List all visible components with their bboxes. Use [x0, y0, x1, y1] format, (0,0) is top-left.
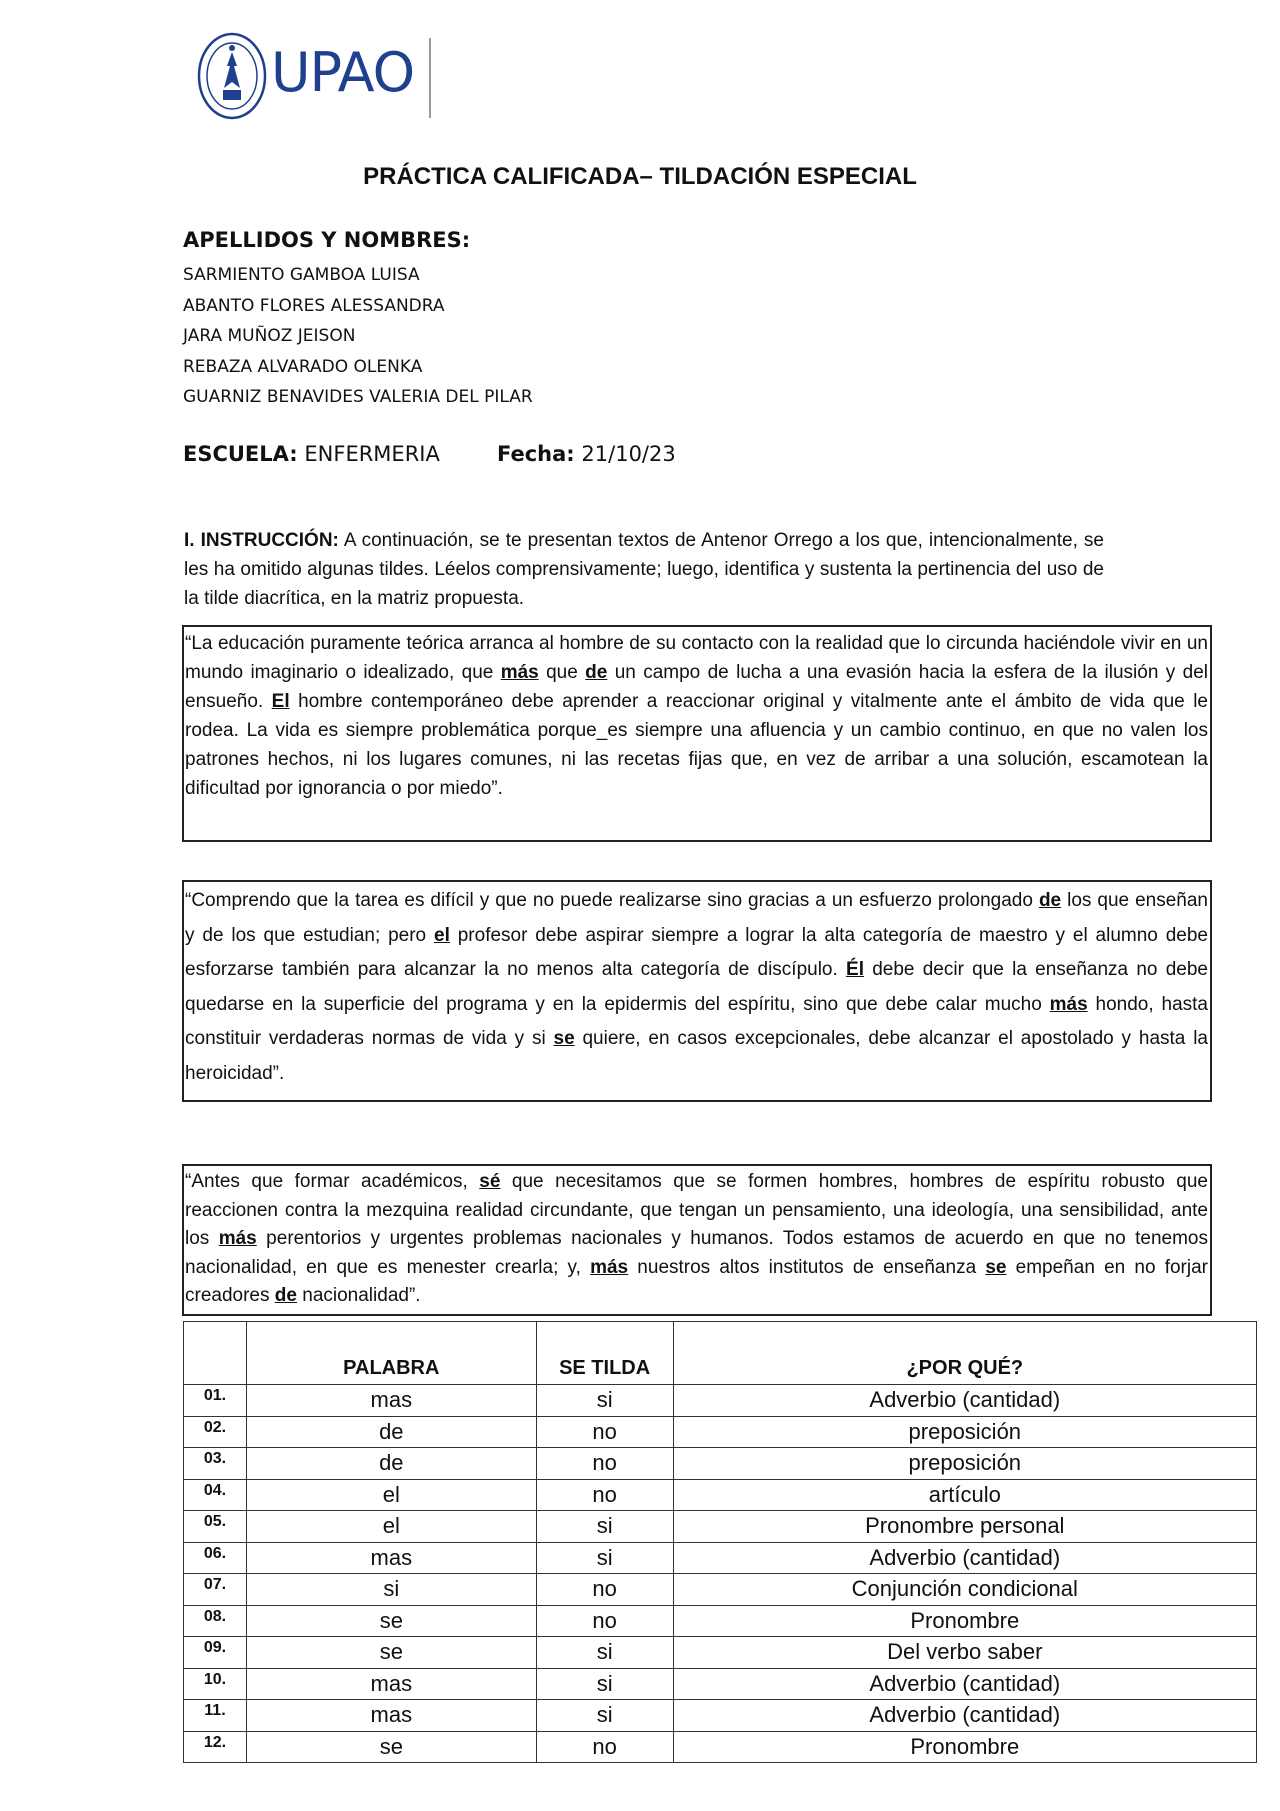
highlighted-word: El	[271, 691, 290, 712]
excerpt-text: profesor debe aspirar siempre a lograr la alta categoría de maestro y el alumno debe esforzarse también para alcanzar la no menos alta categoría de discípulo.	[185, 924, 1208, 980]
highlighted-word: sé	[479, 1171, 501, 1192]
excerpt-text: “Antes que formar académicos,	[185, 1171, 480, 1192]
date-field	[497, 442, 676, 466]
cell-why: Pronombre	[673, 1731, 1256, 1763]
cell-word: de	[246, 1448, 536, 1480]
highlighted-word: más	[500, 662, 539, 683]
cell-word: se	[246, 1637, 536, 1669]
text-excerpt-3	[182, 1164, 1212, 1316]
page-title: PRÁCTICA CALIFICADA– TILDACIÓN ESPECIAL	[363, 163, 917, 190]
student-name: GUARNIZ BENAVIDES VALERIA DEL PILAR	[183, 387, 533, 407]
excerpt-text: debe decir que la enseñanza no debe quedarse en la superficie del programa y en la epidermis del espíritu, sino que debe calar mucho	[185, 959, 1208, 1015]
cell-num: 06.	[184, 1542, 247, 1574]
table-header-row	[184, 1322, 1257, 1385]
excerpt-text: “Comprendo que la tarea es difícil y que no puede realizarse sino gracias a un esfuerzo prolongado	[185, 890, 1039, 911]
cell-word: mas	[246, 1542, 536, 1574]
cell-tilde: no	[536, 1448, 673, 1480]
cell-word: el	[246, 1511, 536, 1543]
highlighted-word: más	[218, 1228, 257, 1249]
excerpt-text: hombre contemporáneo debe aprender a reaccionar original y vitalmente ante el ámbito de vida que le rodea. La vida es siempre problemática porque_es siempre una afluencia y un cambio continuo, en que no valen los patrones hechos, ni los lugares comunes, ni las recetas fijas que, en vez de arribar a una solución, escamotean la dificultad por ignorancia o por miedo”.	[185, 691, 1208, 799]
table-row	[184, 1511, 1257, 1543]
header-why: ¿POR QUÉ?	[673, 1322, 1256, 1385]
excerpt-text: los que enseñan y de los que estudian; pero	[185, 890, 1208, 946]
cell-tilde: no	[536, 1479, 673, 1511]
cell-tilde: no	[536, 1605, 673, 1637]
school-field	[183, 442, 440, 466]
cell-word: se	[246, 1605, 536, 1637]
cell-why: Pronombre personal	[673, 1511, 1256, 1543]
table-row	[184, 1574, 1257, 1606]
cell-num: 11.	[184, 1700, 247, 1732]
brand-name: UPAO	[271, 41, 415, 104]
cell-word: el	[246, 1479, 536, 1511]
cell-why: Del verbo saber	[673, 1637, 1256, 1669]
cell-word: mas	[246, 1385, 536, 1417]
highlighted-word: se	[553, 1028, 575, 1049]
excerpt-text: nuestros altos institutos de enseñanza	[628, 1256, 986, 1278]
cell-num: 02.	[184, 1416, 247, 1448]
excerpt-text: quiere, en casos excepcionales, debe alcanzar el apostolado y hasta la heroicidad”.	[185, 1028, 1208, 1084]
excerpt-text: “La educación puramente teórica arranca al hombre de su contacto con la realidad que lo circunda haciéndole vivir en un mundo imaginario o idealizado, que	[185, 633, 1208, 683]
cell-tilde: no	[536, 1416, 673, 1448]
table-row	[184, 1479, 1257, 1511]
university-seal-icon	[197, 32, 267, 120]
excerpt-text: perentorios y urgentes problemas nacionales y humanos. Todos estamos de acuerdo en que no tenemos nacionalidad, en que es menester crearla; y,	[185, 1228, 1208, 1278]
header-num	[184, 1322, 247, 1385]
students-label: APELLIDOS Y NOMBRES:	[183, 228, 471, 252]
table-row	[184, 1542, 1257, 1574]
table-row	[184, 1668, 1257, 1700]
table-row	[184, 1416, 1257, 1448]
logo-divider	[429, 38, 431, 118]
highlighted-word: más	[1049, 993, 1088, 1015]
cell-tilde: si	[536, 1700, 673, 1732]
highlighted-word: más	[590, 1256, 629, 1278]
cell-word: mas	[246, 1668, 536, 1700]
cell-num: 05.	[184, 1511, 247, 1543]
cell-why: Adverbio (cantidad)	[673, 1542, 1256, 1574]
highlighted-word: de	[1038, 890, 1062, 911]
highlighted-word: el	[434, 924, 450, 946]
text-excerpt-2	[182, 880, 1212, 1102]
cell-num: 03.	[184, 1448, 247, 1480]
school-value: ENFERMERIA	[304, 442, 440, 466]
table-row	[184, 1700, 1257, 1732]
cell-why: Adverbio (cantidad)	[673, 1385, 1256, 1417]
cell-tilde: si	[536, 1637, 673, 1669]
instruction-label: I. INSTRUCCIÓN:	[184, 530, 339, 551]
cell-why: Adverbio (cantidad)	[673, 1700, 1256, 1732]
text-excerpt-1	[182, 625, 1212, 842]
highlighted-word: Él	[846, 959, 864, 980]
instruction-paragraph	[184, 526, 1104, 613]
cell-num: 01.	[184, 1385, 247, 1417]
school-label: ESCUELA:	[183, 442, 298, 466]
cell-word: mas	[246, 1700, 536, 1732]
cell-why: Pronombre	[673, 1605, 1256, 1637]
date-value: 21/10/23	[581, 442, 676, 466]
cell-why: Conjunción condicional	[673, 1574, 1256, 1606]
highlighted-word: se	[985, 1256, 1007, 1278]
cell-why: Adverbio (cantidad)	[673, 1668, 1256, 1700]
cell-num: 10.	[184, 1668, 247, 1700]
table-row	[184, 1448, 1257, 1480]
excerpt-text: que necesitamos que se formen hombres, hombres de espíritu robusto que reaccionen contra la mezquina realidad circundante, que tengan un pensamiento, una ideología, una sensibilidad, ante los	[185, 1171, 1208, 1249]
excerpt-text: que	[538, 662, 586, 683]
table-row	[184, 1637, 1257, 1669]
cell-why: preposición	[673, 1448, 1256, 1480]
university-logo	[197, 28, 437, 124]
cell-tilde: si	[536, 1385, 673, 1417]
cell-num: 08.	[184, 1605, 247, 1637]
excerpt-text: empeñan en no forjar creadores	[185, 1256, 1208, 1306]
cell-tilde: si	[536, 1511, 673, 1543]
cell-num: 12.	[184, 1731, 247, 1763]
student-name: SARMIENTO GAMBOA LUISA	[183, 265, 420, 285]
answer-table	[183, 1321, 1257, 1763]
instruction-text: A continuación, se te presentan textos de Antenor Orrego a los que, intencionalmente, se les ha omitido algunas tildes. Léelos comprensivamente; luego, identifica y sustenta la pertinencia del uso de la tilde diacrítica, en la matriz propuesta.	[184, 530, 1104, 609]
table-body	[184, 1385, 1257, 1763]
cell-tilde: si	[536, 1668, 673, 1700]
cell-word: de	[246, 1416, 536, 1448]
student-name: ABANTO FLORES ALESSANDRA	[183, 295, 445, 316]
cell-word: si	[246, 1574, 536, 1606]
cell-num: 07.	[184, 1574, 247, 1606]
header-word: PALABRA	[246, 1322, 536, 1385]
cell-num: 04.	[184, 1479, 247, 1511]
table-row	[184, 1385, 1257, 1417]
student-names	[183, 260, 533, 413]
header-tilde: SE TILDA	[536, 1322, 673, 1385]
cell-num: 09.	[184, 1637, 247, 1669]
table-row	[184, 1605, 1257, 1637]
cell-tilde: no	[536, 1731, 673, 1763]
student-name: JARA MUÑOZ JEISON	[183, 326, 356, 346]
highlighted-word: de	[274, 1285, 297, 1306]
cell-word: se	[246, 1731, 536, 1763]
cell-why: preposición	[673, 1416, 1256, 1448]
excerpt-text: hondo, hasta constituir verdaderas normas de vida y si	[185, 993, 1208, 1049]
table-row	[184, 1731, 1257, 1763]
student-name: REBAZA ALVARADO OLENKA	[183, 356, 423, 377]
excerpt-text: un campo de lucha a una evasión hacia la esfera de la ilusión y del ensueño.	[185, 662, 1208, 712]
cell-tilde: si	[536, 1542, 673, 1574]
highlighted-word: de	[585, 662, 608, 683]
excerpt-text: nacionalidad”.	[296, 1285, 421, 1306]
cell-tilde: no	[536, 1574, 673, 1606]
cell-why: artículo	[673, 1479, 1256, 1511]
date-label: Fecha:	[497, 442, 575, 466]
